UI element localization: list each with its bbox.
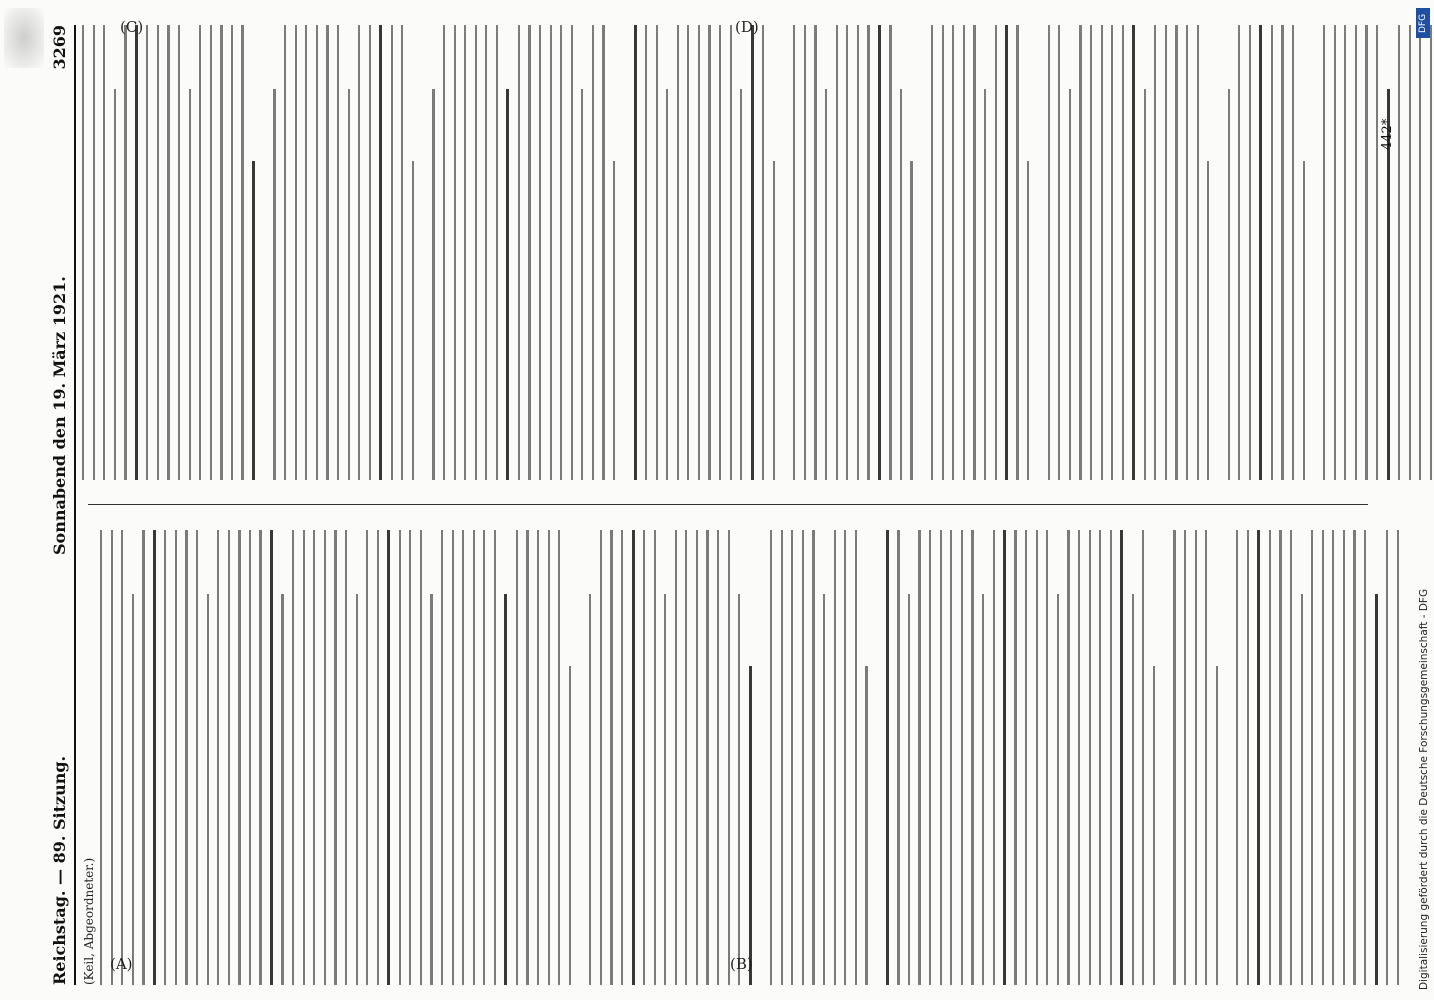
text-line [1238, 25, 1240, 480]
text-line [717, 530, 719, 985]
text-line [1110, 530, 1112, 985]
text-line [844, 530, 846, 985]
text-line [952, 25, 954, 480]
text-line [1376, 25, 1378, 480]
text-line [1165, 25, 1167, 480]
text-line [600, 530, 602, 985]
text-line [908, 594, 910, 985]
paragraph-gap [876, 530, 886, 985]
text-line [207, 594, 209, 985]
text-line [401, 25, 403, 480]
text-line [1048, 25, 1050, 480]
text-line [834, 530, 836, 985]
text-line [241, 25, 243, 480]
text-line [1186, 25, 1188, 480]
text-line [369, 25, 371, 480]
paragraph-gap [624, 25, 634, 480]
text-line [1236, 530, 1238, 985]
text-line [950, 530, 952, 985]
text-line [1343, 530, 1345, 985]
text-line [295, 25, 297, 480]
text-line [1079, 25, 1081, 480]
text-line [387, 530, 390, 985]
speaker-note: (Keil, Abgeordneter.) [82, 857, 96, 985]
text-line [1271, 25, 1273, 480]
text-line [146, 25, 148, 480]
text-line [982, 594, 984, 985]
text-line [804, 25, 806, 480]
text-line [485, 25, 487, 480]
text-line [121, 530, 123, 985]
text-line [1173, 530, 1175, 985]
text-line [569, 667, 571, 986]
scan-smudge [4, 8, 44, 68]
text-line [252, 162, 255, 481]
text-line [857, 25, 859, 480]
text-line [634, 25, 637, 480]
text-line [995, 25, 997, 480]
text-line [1132, 594, 1134, 985]
text-line [100, 530, 102, 985]
text-line [199, 25, 201, 480]
text-line [1365, 25, 1367, 480]
text-line [897, 530, 899, 985]
text-line [379, 25, 382, 480]
header-rule [74, 25, 76, 985]
text-line [516, 530, 518, 985]
text-line [675, 530, 677, 985]
text-line [281, 594, 283, 985]
text-line [900, 89, 902, 480]
text-line [1207, 162, 1209, 481]
text-line [284, 25, 286, 480]
text-line [993, 530, 995, 985]
text-line [420, 530, 422, 985]
text-line [1120, 530, 1123, 985]
text-line [259, 530, 261, 985]
text-line [528, 25, 530, 480]
digitization-note: Digitalisierung gefördert durch die Deutsche Forschungsgemeinschaft - DFG [1418, 588, 1430, 990]
text-line [814, 25, 816, 480]
text-line [728, 530, 730, 985]
text-line [518, 25, 520, 480]
text-line [345, 530, 347, 985]
text-line [973, 25, 975, 480]
text-line [270, 530, 273, 985]
text-line [1344, 25, 1346, 480]
page-number: 3269 [50, 25, 69, 70]
text-line [1154, 25, 1156, 480]
text-line [1025, 530, 1027, 985]
text-line [1184, 530, 1186, 985]
margin-letter-a: (A) [110, 955, 133, 973]
text-line [1322, 530, 1324, 985]
text-line [157, 25, 159, 480]
paragraph-gap [1038, 25, 1048, 480]
text-line [324, 530, 326, 985]
text-line [1144, 89, 1146, 480]
text-column-left [82, 530, 1372, 985]
text-line [539, 25, 541, 480]
text-line [452, 530, 454, 985]
text-line [571, 25, 573, 480]
text-line [802, 530, 804, 985]
text-line [348, 89, 350, 480]
text-line [1016, 25, 1018, 480]
text-line [292, 530, 294, 985]
text-line [1355, 25, 1357, 480]
text-line [971, 530, 973, 985]
text-line [610, 530, 612, 985]
text-line [929, 530, 931, 985]
text-line [1057, 594, 1059, 985]
text-line [602, 25, 604, 480]
text-line [1259, 25, 1262, 480]
margin-letter-c: (C) [120, 18, 144, 36]
text-line [231, 25, 233, 480]
text-line [1269, 530, 1271, 985]
text-line [238, 530, 240, 985]
text-line [537, 530, 539, 985]
text-line [706, 530, 708, 985]
text-line [313, 530, 315, 985]
text-line [178, 25, 180, 480]
text-line [454, 25, 456, 480]
paragraph-gap [422, 25, 432, 480]
text-line [666, 89, 668, 480]
text-line [918, 530, 920, 985]
text-line [581, 89, 583, 480]
text-line [550, 25, 552, 480]
text-line [677, 25, 679, 480]
text-line [656, 25, 658, 480]
text-line [560, 25, 562, 480]
text-line [464, 25, 466, 480]
text-line [409, 530, 411, 985]
text-line [1290, 530, 1292, 985]
text-line [462, 530, 464, 985]
text-line [303, 530, 305, 985]
text-line [103, 25, 105, 480]
text-line [377, 530, 379, 985]
text-line [645, 25, 647, 480]
text-line [506, 89, 509, 480]
text-line [1101, 25, 1103, 480]
paragraph-gap [921, 25, 931, 480]
text-line [836, 25, 838, 480]
text-line [762, 25, 764, 480]
text-line [1303, 162, 1305, 481]
text-line [1153, 667, 1155, 986]
text-line [867, 25, 869, 480]
text-line [558, 530, 560, 985]
text-line [1089, 530, 1091, 985]
sheet-signature: 442* [1380, 118, 1395, 150]
text-line [316, 25, 318, 480]
text-line [685, 530, 687, 985]
text-line [696, 530, 698, 985]
text-line [494, 530, 496, 985]
text-line [812, 530, 814, 985]
text-line [931, 25, 933, 480]
text-line [337, 25, 339, 480]
text-line [167, 25, 169, 480]
text-line [738, 594, 740, 985]
text-line [1249, 25, 1251, 480]
text-line [124, 25, 126, 480]
text-line [889, 25, 891, 480]
rotated-page [48, 25, 1378, 985]
text-line [1419, 25, 1421, 480]
text-line [111, 530, 113, 985]
text-line [443, 25, 445, 480]
text-line [791, 530, 793, 985]
text-line [153, 530, 156, 985]
text-line [1175, 25, 1177, 480]
text-line [1375, 594, 1378, 985]
text-line [749, 667, 752, 986]
text-line [621, 530, 623, 985]
text-line [334, 530, 336, 985]
text-line [210, 25, 212, 480]
text-line [1323, 25, 1325, 480]
text-line [589, 594, 591, 985]
text-line [632, 530, 635, 985]
text-line [1003, 530, 1006, 985]
text-line [1195, 530, 1197, 985]
text-line [196, 530, 198, 985]
text-line [719, 25, 721, 480]
text-line [1281, 25, 1283, 480]
text-line [1279, 530, 1281, 985]
text-line [305, 25, 307, 480]
text-line [846, 25, 848, 480]
text-line [356, 594, 358, 985]
text-line [1409, 25, 1411, 480]
text-line [1247, 530, 1249, 985]
text-line [441, 530, 443, 985]
text-line [1069, 89, 1071, 480]
text-line [189, 89, 191, 480]
text-line [185, 530, 187, 985]
text-line [910, 162, 912, 481]
header-session: Reichstag. — 89. Sitzung. [50, 755, 69, 985]
text-line [483, 530, 485, 985]
text-line [1067, 530, 1069, 985]
text-line [358, 25, 360, 480]
text-line [1398, 25, 1400, 480]
text-line [1132, 25, 1135, 480]
text-line [164, 530, 166, 985]
text-line [526, 530, 528, 985]
text-line [825, 89, 827, 480]
text-line [1014, 530, 1016, 985]
text-line [1205, 530, 1207, 985]
text-line [220, 25, 222, 480]
text-line [391, 25, 393, 480]
text-line [751, 25, 754, 480]
text-line [613, 162, 615, 481]
text-line [1292, 25, 1294, 480]
text-line [855, 530, 857, 985]
text-line [1257, 530, 1260, 985]
text-line [132, 594, 134, 985]
text-line [432, 89, 434, 480]
text-line [366, 530, 368, 985]
text-line [473, 530, 475, 985]
text-line [82, 25, 84, 480]
text-line [228, 530, 230, 985]
text-line [730, 25, 732, 480]
text-line [592, 25, 594, 480]
text-line [773, 162, 775, 481]
text-line [326, 25, 328, 480]
text-line [942, 25, 944, 480]
margin-letter-b: (B) [730, 955, 753, 973]
text-line [984, 89, 986, 480]
paragraph-gap [783, 25, 793, 480]
text-line [1364, 530, 1366, 985]
text-line [1122, 25, 1124, 480]
text-line [1430, 25, 1432, 480]
text-line [412, 162, 414, 481]
text-line [698, 25, 700, 480]
text-line [687, 25, 689, 480]
text-line [1078, 530, 1080, 985]
paragraph-gap [760, 530, 770, 985]
text-line [496, 25, 498, 480]
text-line [430, 594, 432, 985]
text-line [399, 530, 401, 985]
text-line [114, 89, 116, 480]
text-line [1058, 25, 1060, 480]
dfg-logo: DFG [1416, 8, 1430, 38]
text-line [1353, 530, 1355, 985]
text-line [217, 530, 219, 985]
text-line [548, 530, 550, 985]
text-line [865, 667, 867, 986]
text-line [1111, 25, 1113, 480]
paragraph-gap [1313, 25, 1323, 480]
text-line [963, 25, 965, 480]
paragraph-gap [1163, 530, 1173, 985]
paragraph-gap [263, 25, 273, 480]
text-line [1046, 530, 1048, 985]
text-line [1027, 162, 1029, 481]
text-line [708, 25, 710, 480]
text-column-right [82, 25, 1372, 480]
header-date: Sonnabend den 19. März 1921. [50, 276, 69, 555]
text-line [643, 530, 645, 985]
text-line [504, 594, 507, 985]
text-line [1197, 25, 1199, 480]
text-line [1099, 530, 1101, 985]
text-line [1301, 594, 1303, 985]
text-line [1386, 530, 1388, 985]
column-divider [88, 504, 1368, 505]
text-line [664, 594, 666, 985]
text-line [1005, 25, 1008, 480]
text-line [886, 530, 889, 985]
text-line [93, 25, 95, 480]
text-line [654, 530, 656, 985]
text-line [781, 530, 783, 985]
paragraph-gap [579, 530, 589, 985]
text-line [940, 530, 942, 985]
text-line [793, 25, 795, 480]
text-line [961, 530, 963, 985]
paragraph-gap [1218, 25, 1228, 480]
paragraph-gap [1226, 530, 1236, 985]
margin-letter-d: (D) [735, 18, 759, 36]
text-line [770, 530, 772, 985]
text-line [1311, 530, 1313, 985]
text-line [740, 89, 742, 480]
text-line [878, 25, 881, 480]
text-line [273, 89, 275, 480]
text-line [1036, 530, 1038, 985]
text-line [1332, 530, 1334, 985]
text-line [1216, 667, 1218, 986]
text-line [135, 25, 138, 480]
text-line [823, 594, 825, 985]
text-line [1334, 25, 1336, 480]
text-line [1142, 530, 1144, 985]
text-line [142, 530, 144, 985]
text-line [1228, 89, 1230, 480]
text-line [1090, 25, 1092, 480]
text-line [249, 530, 251, 985]
text-line [475, 25, 477, 480]
text-line [1397, 530, 1399, 985]
text-line [175, 530, 177, 985]
